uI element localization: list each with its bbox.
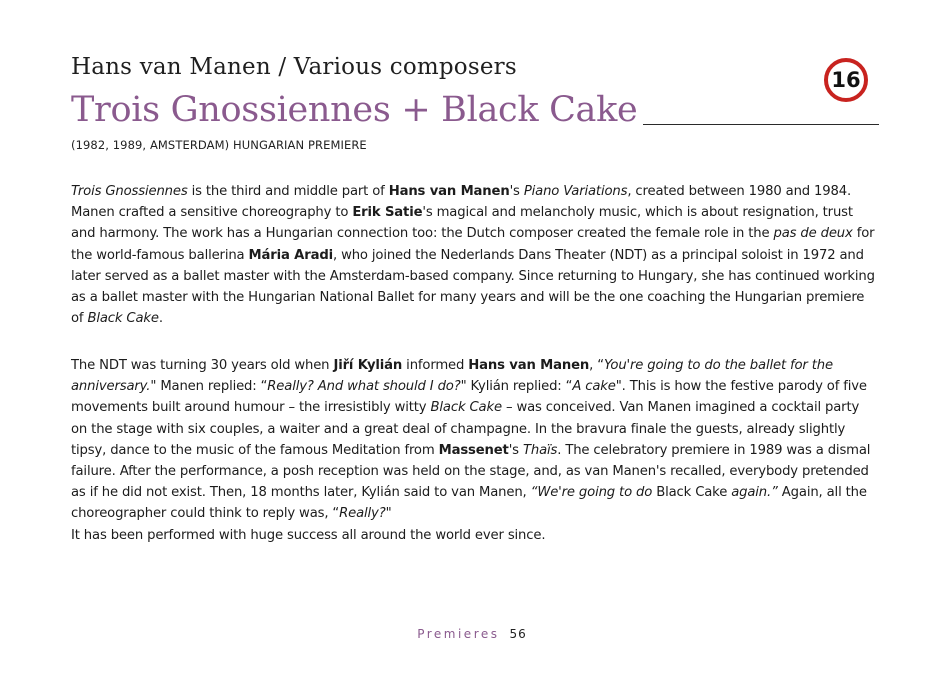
footer-section-label: Premieres: [417, 627, 500, 641]
text-italic: Thaïs: [522, 442, 558, 458]
text: Black Cake: [656, 485, 728, 501]
text: informed: [402, 358, 469, 373]
text-bold: Mária Aradi: [248, 247, 333, 263]
text: ": [385, 506, 392, 522]
text-italic: “We're going to do: [530, 485, 657, 501]
text-bold: Hans van Manen: [468, 358, 590, 373]
premiere-meta: (1982, 1989, AMSTERDAM) HUNGARIAN PREMIERE: [71, 138, 367, 152]
text-bold: Hans van Manen: [388, 184, 510, 199]
text-italic: A cake: [572, 379, 616, 395]
text-italic: Trois Gnossiennes: [71, 184, 188, 199]
text: ". This is how the festive parody of five movements built around humour – the irresistibly witty: [71, 379, 867, 416]
page-number: 56: [509, 627, 527, 641]
text: . The celebratory premiere in 1989 was a dismal failure. After the performance, a posh reception was held on the stage, and, as van Manen's recalled, everybody pretended as if he did not exist. Then, 18 months later, Kylián said to van Manen,: [71, 442, 871, 501]
text: – was conceived. Van Manen imagined a cocktail party on the stage with six couples, a waiter and a great deal of champagne. In the bravura finale the guests, already slightly tipsy, dance to the music of the famous Meditation from: [71, 400, 860, 458]
text-bold: Erik Satie: [352, 205, 423, 221]
text: The NDT was turning 30 years old when: [71, 358, 334, 373]
text-bold: Jiří Kylián: [333, 358, 403, 373]
paragraph-1: [71, 181, 876, 329]
text: Again, all the choreographer could think to reply was, “: [71, 485, 867, 522]
text: .: [158, 311, 163, 327]
title-row: [71, 92, 879, 129]
text: 's magical and melancholy music, which is about resignation, trust and harmony. The work has a Hungarian connection too: the Dutch composer created the female role in the: [71, 205, 853, 242]
text: , created between 1980 and 1984. Manen crafted a sensitive choreography to: [71, 184, 852, 221]
page-footer: [0, 627, 944, 641]
page-subtitle: Hans van Manen / Various composers: [71, 54, 517, 80]
text-italic: Really? And what should I do?: [267, 379, 461, 395]
text: for the world-famous ballerina: [71, 226, 875, 263]
title-divider: [643, 124, 879, 125]
age-rating-badge: 16: [824, 58, 868, 102]
text-italic: Black Cake: [87, 311, 159, 327]
text: 's: [509, 184, 524, 199]
text: 's: [508, 442, 523, 458]
text: It has been performed with huge success all around the world ever since.: [71, 527, 546, 543]
text-italic: Piano Variations: [523, 184, 628, 199]
text-bold: Massenet: [438, 442, 509, 458]
text-italic: Black Cake: [430, 400, 502, 416]
text: , “: [589, 358, 604, 373]
text-italic: again.”: [727, 485, 778, 501]
paragraph-2: [71, 355, 876, 546]
text: , who joined the Nederlands Dans Theater (NDT) as a principal soloist in 1972 and later served as a ballet master with the Amsterdam-based company. Since returning to Hungary, she has continued working as a ballet master with the Hungarian National Ballet for many years and will be the one coaching the Hungarian premiere of: [71, 247, 875, 327]
text-italic: pas de deux: [773, 226, 853, 242]
text-italic: You're going to do the ballet for the anniversary.: [71, 358, 833, 395]
text: " Kylián replied: “: [460, 379, 573, 395]
text: is the third and middle part of: [187, 184, 389, 199]
page-title: Trois Gnossiennes + Black Cake: [71, 90, 638, 130]
text-italic: Really?: [339, 506, 386, 522]
text: " Manen replied: “: [150, 379, 268, 395]
